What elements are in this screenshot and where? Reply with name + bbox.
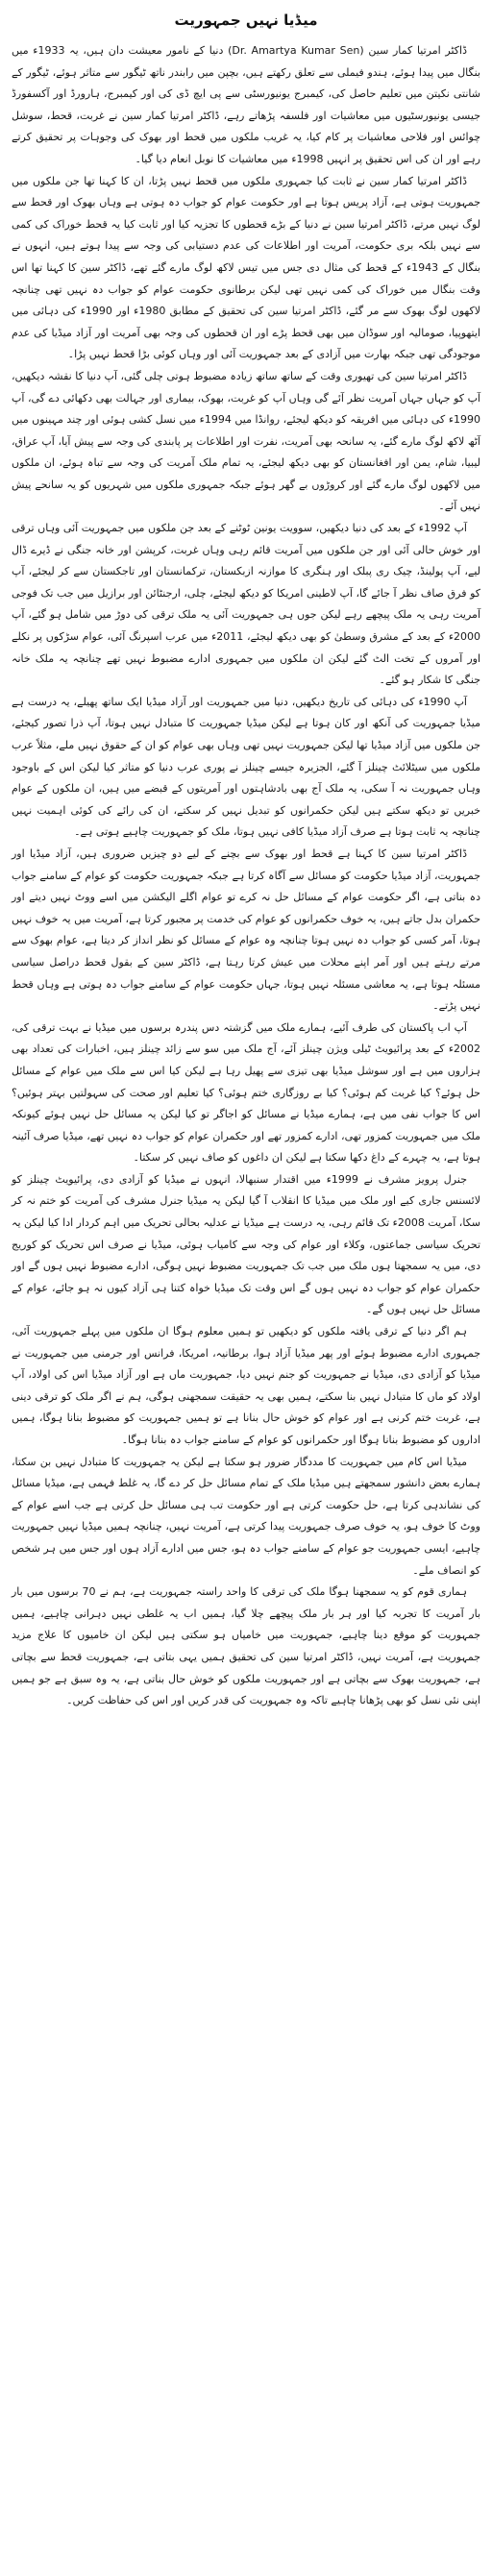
article-paragraph-4: آپ 1992ء کے بعد کی دنیا دیکھیں، سوویت یونین ٹوٹنے کے بعد جن ملکوں میں جمہوریت آئی وہاں ترقی اور خوش حالی آئی اور جن ملکوں میں آمریت قائم رہی وہاں غربت، کرپشن اور خانہ جنگی نے ڈیرے ڈال لیے، آپ پولینڈ، چیک ری پبلک اور ہنگری کا موازنہ ازبکستان، ترکمانستان اور تاجکستان سے کر لیجئے، آپ کو فرق صاف نظر آ جائے گا، آپ لاطینی امریکا کو دیکھ لیجئے، چلی، ارجنٹائن اور برازیل میں جب تک فوجی آمریت رہی یہ ملک پیچھے رہے لیکن جوں ہی جمہوریت آئی یہ ملک ترقی کی دوڑ میں شامل ہو گئے، آپ 2000ء کے بعد کے مشرق وسطیٰ کو بھی دیکھ لیجئے، 2011ء میں عرب اسپرنگ آئی، عوام سڑکوں پر نکلے اور آمروں کے تخت الٹ گئے لیکن ان ملکوں میں جمہوری ادارے مضبوط نہیں تھے چنانچہ یہ ملک خانہ جنگی کا شکار ہو گئے۔ (12, 522, 480, 687)
article-paragraph-2: ڈاکٹر امرتیا کمار سین نے ثابت کیا جمہوری ملکوں میں قحط نہیں پڑتا، ان کا کہنا تھا جن ملکوں میں جمہوریت ہوتی ہے، آزاد پریس ہوتا ہے اور حکومت عوام کو جواب دہ ہوتی ہے وہاں بھوک اور قحط سے لوگ نہیں مرتے، ڈاکٹر امرتیا سین نے دنیا کے بڑے قحطوں کا تجزیہ کیا اور ثابت کیا یہ قحط خوراک کی کمی سے نہیں بلکہ بری حکومت، آمریت اور اطلاعات کی عدم دستیابی کی وجہ سے پیدا ہوتے ہیں، انہوں نے بنگال کے 1943ء کے قحط کی مثال دی جس میں تیس لاکھ لوگ مارے گئے تھے، ڈاکٹر سین کا کہنا تھا اس وقت بنگال میں خوراک کی کمی نہیں تھی لیکن برطانوی حکومت عوام کو جواب دہ نہیں تھی چنانچہ لاکھوں لوگ بھوک سے مر گئے، ڈاکٹر امرتیا سین کی تحقیق کے مطابق 1980ء اور 1990ء کی دہائی میں ایتھوپیا، صومالیہ اور سوڈان میں بھی قحط پڑے اور ان قحطوں کی وجہ بھی آمریت اور آزاد میڈیا کی عدم موجودگی تھی جبکہ بھارت میں آزادی کے بعد جمہوریت آئی اور وہاں کوئی بڑا قحط نہیں پڑا۔ (12, 174, 480, 361)
article-paragraph-9: ہم اگر دنیا کے ترقی یافتہ ملکوں کو دیکھیں تو ہمیں معلوم ہوگا ان ملکوں میں پہلے جمہوریت آئی، جمہوری ادارے مضبوط ہوئے اور پھر میڈیا آزاد ہوا، برطانیہ، امریکا، فرانس اور جرمنی میں جمہوریت نے میڈیا کو آزادی دی، میڈیا نے جمہوریت کو جنم نہیں دیا، جمہوریت ماں ہے اور آزاد میڈیا اس کی اولاد، آپ اولاد کو ماں کا متبادل نہیں بنا سکتے، ہمیں بھی یہ حقیقت سمجھنی ہوگی، ہم نے اگر ملک کو ترقی دینی ہے، غربت ختم کرنی ہے اور عوام کو خوش حال بنانا ہے تو ہمیں جمہوریت کو مضبوط بنانا ہوگا، ہمیں اداروں کو مضبوط بنانا ہوگا اور حکمرانوں کو عوام کے سامنے جواب دہ بنانا ہوگا۔ (12, 1325, 480, 1446)
article-title: میڈیا نہیں جمہوریت (174, 12, 318, 29)
article-paragraph-8: جنرل پرویز مشرف نے 1999ء میں اقتدار سنبھالا، انہوں نے میڈیا کو آزادی دی، پرائیویٹ چینلز کو لائسنس جاری کیے اور ملک میں میڈیا کا انقلاب آ گیا لیکن یہ میڈیا جنرل مشرف کی آمریت کو ختم نہ کر سکا، آمریت 2008ء تک قائم رہی، یہ درست ہے میڈیا نے عدلیہ بحالی تحریک میں اہم کردار ادا کیا لیکن یہ تحریک سیاسی جماعتوں، وکلاء اور عوام کی وجہ سے کامیاب ہوئی، میڈیا نے صرف اس تحریک کو کوریج دی، میں یہ سمجھتا ہوں ملک میں جب تک جمہوریت مضبوط نہیں ہوگی، ادارے مضبوط نہیں ہوں گے اور حکمران عوام کو جواب دہ نہیں ہوں گے اس وقت تک میڈیا خواہ کتنا ہی آزاد کیوں نہ ہو جائے، عوام کے مسائل حل نہیں ہوں گے۔ (12, 1172, 480, 1316)
article-paragraph-11: ہماری قوم کو یہ سمجھنا ہوگا ملک کی ترقی کا واحد راستہ جمہوریت ہے، ہم نے 70 برسوں میں بار بار آمریت کا تجربہ کیا اور ہر بار ملک پیچھے چلا گیا، ہمیں اب یہ غلطی نہیں دہرانی چاہیے، ہمیں جمہوریت کو موقع دینا چاہیے، جمہوریت میں خامیاں ہو سکتی ہیں لیکن ان خامیوں کا علاج مزید جمہوریت ہے، آمریت نہیں، ڈاکٹر امرتیا سین کی تحقیق ہمیں یہی بتاتی ہے، جمہوریت قحط سے بچاتی ہے، جمہوریت بھوک سے بچاتی ہے اور جمہوریت ملکوں کو خوش حال بناتی ہے، یہ وہ سبق ہے جو ہمیں اپنی نئی نسل کو بھی پڑھانا چاہیے تاکہ وہ جمہوریت کی قدر کریں اور اس کی حفاظت کریں۔ (12, 1585, 480, 1707)
article-paragraph-7: آپ اب پاکستان کی طرف آئیے، ہمارے ملک میں گزشتہ دس پندرہ برسوں میں میڈیا نے بہت ترقی کی، 2002ء کے بعد پرائیویٹ ٹیلی ویژن چینلز آئے، آج ملک میں سو سے زائد چینلز ہیں، اخبارات کی تعداد بھی ہزاروں میں ہے اور سوشل میڈیا بھی تیزی سے پھیل رہا ہے لیکن کیا اس سے ملک میں عوام کے مسائل حل ہوئے؟ کیا غربت کم ہوئی؟ کیا بے روزگاری ختم ہوئی؟ کیا تعلیم اور صحت کی سہولتیں بہتر ہوئیں؟ اس کا جواب نفی میں ہے، ہمارے میڈیا نے مسائل کو اجاگر تو کیا لیکن یہ مسائل حل نہیں ہوئے کیونکہ ملک میں جمہوریت کمزور تھی، ادارے کمزور تھے اور حکمران عوام کو جواب دہ نہیں تھے، میڈیا صرف آئینہ ہوتا ہے، یہ چہرے کے داغ دکھا سکتا ہے لیکن ان داغوں کو صاف نہیں کر سکتا۔ (12, 1020, 480, 1165)
article-paragraph-3: ڈاکٹر امرتیا سین کی تھیوری وقت کے ساتھ ساتھ زیادہ مضبوط ہوتی چلی گئی، آپ دنیا کا نقشہ دیکھیں، آپ کو جہاں جہاں آمریت نظر آئے گی وہاں آپ کو غربت، بھوک، بیماری اور جہالت بھی دکھائی دے گی، آپ 1990ء کی دہائی میں افریقہ کو دیکھ لیجئے، روانڈا میں 1994ء میں نسل کشی ہوئی اور چند مہینوں میں آٹھ لاکھ لوگ مارے گئے، یہ سانحہ بھی آمریت، نفرت اور اطلاعات پر پابندی کی وجہ سے پیش آیا، آپ عراق، لیبیا، شام، یمن اور افغانستان کو بھی دیکھ لیجئے، یہ تمام ملک آمریت کی وجہ سے تباہ ہوئے، ان ملکوں میں لاکھوں لوگ مارے گئے اور کروڑوں بے گھر ہوئے جبکہ جمہوری ملکوں میں شہریوں کو یہ سانحے پیش نہیں آئے۔ (12, 369, 481, 513)
article-paragraph-1: ڈاکٹر امرتیا کمار سین (Dr. Amartya Kumar Sen) دنیا کے نامور معیشت دان ہیں، یہ 1933ء میں بنگال میں پیدا ہوئے، ہندو فیملی سے تعلق رکھتے ہیں، بچپن میں رابندر ناتھ ٹیگور سے متاثر ہوئے، ٹیگور کے شانتی نکیتن میں تعلیم حاصل کی، کیمبرج یونیورسٹی سے پی ایچ ڈی کی اور کیمبرج، ہارورڈ اور آکسفورڈ جیسی یونیورسٹیوں میں معاشیات اور فلسفہ پڑھاتے رہے، ڈاکٹر امرتیا کمار سین نے غربت، قحط، سوشل چوائس اور فلاحی معاشیات پر کام کیا، یہ غریب ملکوں میں قحط اور بھوک کی وجوہات پر تحقیق کرتے رہے اور ان کی اس تحقیق پر انہیں 1998ء میں معاشیات کا نوبل انعام دیا گیا۔ (12, 44, 480, 165)
article-paragraph-6: ڈاکٹر امرتیا سین کا کہنا ہے قحط اور بھوک سے بچنے کے لیے دو چیزیں ضروری ہیں، آزاد میڈیا اور جمہوریت، آزاد میڈیا حکومت کو مسائل سے آگاہ کرتا ہے جبکہ جمہوریت حکومت کو عوام کے سامنے جواب دہ بناتی ہے، اگر حکومت عوام کے مسائل حل نہ کرے تو عوام اگلے الیکشن میں اسے ووٹ نہیں دیتے اور حکمران بدل جاتے ہیں، یہ خوف حکمرانوں کو عوام کی خدمت پر مجبور کرتا ہے، آمریت میں یہ خوف نہیں ہوتا، آمر کسی کو جواب دہ نہیں ہوتا چنانچہ وہ عوام کے مسائل کو نظر انداز کر دیتا ہے، عوام بھوک سے مرتے رہتے ہیں اور آمر اپنے محلات میں عیش کرتا رہتا ہے، ڈاکٹر سین کے بقول قحط دراصل سیاسی مسئلہ ہوتا ہے، یہ معاشی مسئلہ نہیں ہوتا، جہاں حکومت عوام کے سامنے جواب دہ ہوتی ہے وہاں قحط نہیں پڑتے۔ (12, 846, 480, 1013)
article-paragraph-10: میڈیا اس کام میں جمہوریت کا مددگار ضرور ہو سکتا ہے لیکن یہ جمہوریت کا متبادل نہیں بن سکتا، ہمارے بعض دانشور سمجھتے ہیں میڈیا ملک کے تمام مسائل حل کر دے گا، یہ غلط فہمی ہے، میڈیا مسائل کی نشاندہی کرتا ہے، حل حکومت کرتی ہے اور حکومت تب ہی مسائل حل کرتی ہے جب اسے عوام کے ووٹ کا خوف ہو، یہ خوف صرف جمہوریت پیدا کرتی ہے، آمریت نہیں، چنانچہ ہمیں میڈیا نہیں جمہوریت چاہیے، ایسی جمہوریت جو عوام کے سامنے جواب دہ ہو، جس میں ادارے آزاد ہوں اور جس میں ہر شخص کو انصاف ملے۔ (12, 1455, 480, 1577)
article-paragraph-5: آپ 1990ء کی دہائی کی تاریخ دیکھیں، دنیا میں جمہوریت اور آزاد میڈیا ایک ساتھ پھیلے، یہ درست ہے میڈیا جمہوریت کی آنکھ اور کان ہوتا ہے لیکن میڈیا جمہوریت کا متبادل نہیں ہوتا، آپ ذرا تصور کیجئے، جن ملکوں میں آزاد میڈیا تھا لیکن جمہوریت نہیں تھی وہاں بھی عوام کو ان کے حقوق نہیں ملے، مثلاً عرب ملکوں میں سیٹلائٹ چینلز آ گئے، الجزیرہ جیسے چینلز نے پوری عرب دنیا کو متاثر کیا لیکن اس کے باوجود وہاں جمہوریت نہ آ سکی، یہ ملک آج بھی بادشاہتوں اور آمریتوں کے قبضے میں ہیں، ان ملکوں کے عوام خبریں تو دیکھ سکتے ہیں لیکن حکمرانوں کو تبدیل نہیں کر سکتے، ان کی رائے کی کوئی اہمیت نہیں چنانچہ یہ ثابت ہوتا ہے صرف آزاد میڈیا کافی نہیں ہوتا، ملک کو جمہوریت چاہیے ہوتی ہے۔ (12, 695, 480, 839)
